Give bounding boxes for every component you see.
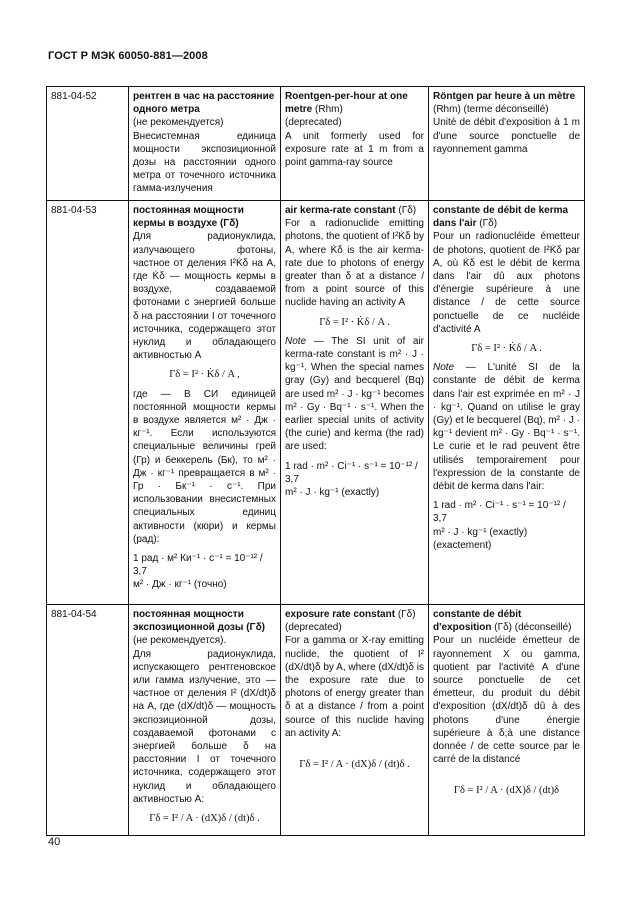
french-note: — L'unité SI de la constante de débit de kerma dans l'air est exprimée en m² · J · kg⁻¹. Quand on utilise le gray (Gy) et le becquerel (Bq), m² · J · kg⁻¹ devient m² · Gy · Bq⁻¹ · s⁻¹. Le curie et le rad peuvent être utilisés temporairement pour l'expression de la constante de débit de kerma dans l'air: — [433, 362, 580, 493]
french-formula: Γδ = I² · K̇δ / A . — [471, 343, 542, 355]
french-note-label: Note — [433, 362, 455, 374]
english-definition: For a gamma or X-ray emitting nuclide, the quotient of I² (dX/dt)δ by A, where (dX/dt)δ is the exposure rate due to photons of energy greater than δ at a distance / from a point source of this nuclide having an activity A: — [285, 635, 424, 739]
english-formula-conversion: 1 rad · m² · Ci⁻¹ · s⁻¹ = 10⁻¹² / 3,7 — [285, 460, 418, 485]
russian-cell — [129, 87, 281, 201]
french-formula: Γδ = I² / A · (dX)δ / (dt)δ — [453, 785, 560, 797]
russian-note: где — В СИ единицей постоянной мощности кермы в воздухе является м² · Дж · кг⁻¹. Если используются специальные величины грей (Гр) и беккерель (Бк), то м² · Дж · кг⁻¹ превращается в м² · Гр · Бк⁻¹ · с⁻¹. При использовании внесистемных специальных единиц активности (кюри) и кермы (рад): — [133, 388, 276, 545]
english-term: air kerma-rate constant — [285, 205, 396, 216]
english-note-label: Note — [285, 335, 307, 347]
french-definition: Unité de débit d'exposition à 1 m d'une source ponctuelle de rayonnement gamma — [433, 117, 580, 155]
term-code: 881-04-52 — [47, 87, 129, 201]
english-formula: Γδ = I² · K̇δ / A . — [319, 316, 390, 328]
english-cell — [281, 87, 429, 201]
french-formula-conversion: 1 rad · m² · Ci⁻¹ · s⁻¹ = 10⁻¹² / 3,7 — [433, 500, 566, 525]
english-definition: For a radionuclide emitting photons, the quotient of I²K̇δ by A, where K̇δ is the air kerma-rate due to photons of energy greater than δ at a distance / from a point source of this nuclide having an activity A — [285, 218, 424, 309]
french-formula-units: m² · J · kg⁻¹ (exactly) (exactement) — [433, 526, 528, 551]
russian-note: (не рекомендуется) — [133, 117, 224, 129]
french-cell — [429, 605, 585, 836]
french-cell — [429, 201, 585, 605]
russian-definition: Для радионуклида, испускающего рентгеновское или гамма излучение, это — частное от деления I² (dX/dt)δ на A, где (dX/dt)δ — мощность экспозиционной дозы, создаваемой фотонами с энергией больше δ на расстоянии I от точечного источника, содержащего этот нуклид и обладающего активностью A: — [133, 648, 276, 805]
russian-cell — [129, 605, 281, 836]
english-note: — The SI unit of air kerma-rate constant is m² · J · kg⁻¹. When the special names gray (Gy) and becquerel (Bq) are used m² · J · kg⁻¹ becomes m² · Gy · Bq⁻¹ · s⁻¹. When the earlier special units of activity (the curie) and kerma (the rad) are used: — [285, 335, 424, 453]
french-term-rest: (Γδ) (déconseillé) — [491, 622, 572, 634]
russian-term: постоянная мощности экспозиционной дозы (Γδ) — [133, 609, 265, 634]
document-header: ГОСТ Р МЭК 60050-881—2008 — [48, 50, 208, 62]
russian-note: (не рекомендуется). — [133, 635, 227, 647]
french-definition: Pour un nucléide émetteur de rayonnement X ou gamma, quotient par l'activité A d'une source ponctuelle de cet émetteur, du produit du débit d'exposition (dX/dt)δ dû à des photons d'une énergie supérieure à δ,à une distance donnée / de cette source par le carré de la distancé — [433, 635, 580, 766]
french-term: constante de débit de kerma dans l'air — [433, 205, 569, 230]
russian-formula: Γδ = I² / A · (dX)δ / (dt)δ . — [149, 813, 260, 825]
french-cell — [429, 87, 585, 201]
french-term-rest: (Rhm) (terme déconseillé) — [433, 104, 549, 116]
english-term-abbr: (Rhm) — [312, 104, 343, 116]
term-code: 881-04-54 — [47, 605, 129, 836]
english-term: Roentgen-per-hour at one metre — [285, 91, 408, 116]
english-formula-units: m² · J · kg⁻¹ (exactly) — [285, 487, 380, 499]
russian-definition: Внесистемная единица мощности экспозиционной дозы на расстоянии одного метра от точечного источника гамма-излучения — [133, 130, 276, 195]
english-cell — [281, 201, 429, 605]
russian-definition: Для радионуклида, излучающего фотоны, частное от деления I²K̇δ на A, где K̇δ — мощность кермы в воздухе, создаваемой фотонами с энергией больше δ на расстоянии I от точечного источника, содержащего этот нуклид и обладающего активностью A — [133, 231, 276, 362]
terms-table — [46, 86, 585, 836]
english-term-symbol: (Γδ) — [395, 205, 417, 216]
english-formula: Γδ = I² / A · (dX)δ / (dt)δ . — [299, 759, 410, 771]
russian-formula-conversion: 1 рад · м² Ки⁻¹ · с⁻¹ = 10⁻¹² / 3,7 — [133, 553, 263, 578]
russian-formula-units: м² · Дж · кг⁻¹ (точно) — [133, 579, 227, 591]
english-definition: A unit formerly used for exposure rate at 1 m from a point gamma-ray source — [285, 130, 424, 169]
english-note: (deprecated) — [285, 622, 342, 634]
table-row — [47, 201, 585, 605]
russian-formula: Γδ = I² · K̇δ / A , — [169, 369, 240, 381]
english-note: (deprecated) — [285, 117, 342, 129]
french-term: Röntgen par heure à un mètre — [433, 91, 576, 102]
french-term-symbol: (Γδ) — [476, 218, 498, 230]
english-cell — [281, 605, 429, 836]
table-row — [47, 87, 585, 201]
table-row — [47, 605, 585, 836]
english-term: exposure rate constant — [285, 609, 396, 620]
russian-term: рентген в час на расстояние одного метра — [133, 91, 275, 116]
page-number: 40 — [48, 836, 61, 848]
english-term-symbol: (Γδ) — [395, 609, 416, 620]
french-term: constante de débit d'exposition — [433, 609, 522, 634]
french-definition: Pour un radionucléide émetteur de photons, quotient de I²K̇δ par A, où K̇δ est le débit de kerma dans l'air dû aux photons d'énergie supérieure à une distance / de cette source ponctuelle de ce nucléide d'activité A — [433, 231, 580, 335]
russian-term: постоянная мощности кермы в воздухе (Γδ) — [133, 205, 244, 230]
term-code: 881-04-53 — [47, 201, 129, 605]
russian-cell — [129, 201, 281, 605]
